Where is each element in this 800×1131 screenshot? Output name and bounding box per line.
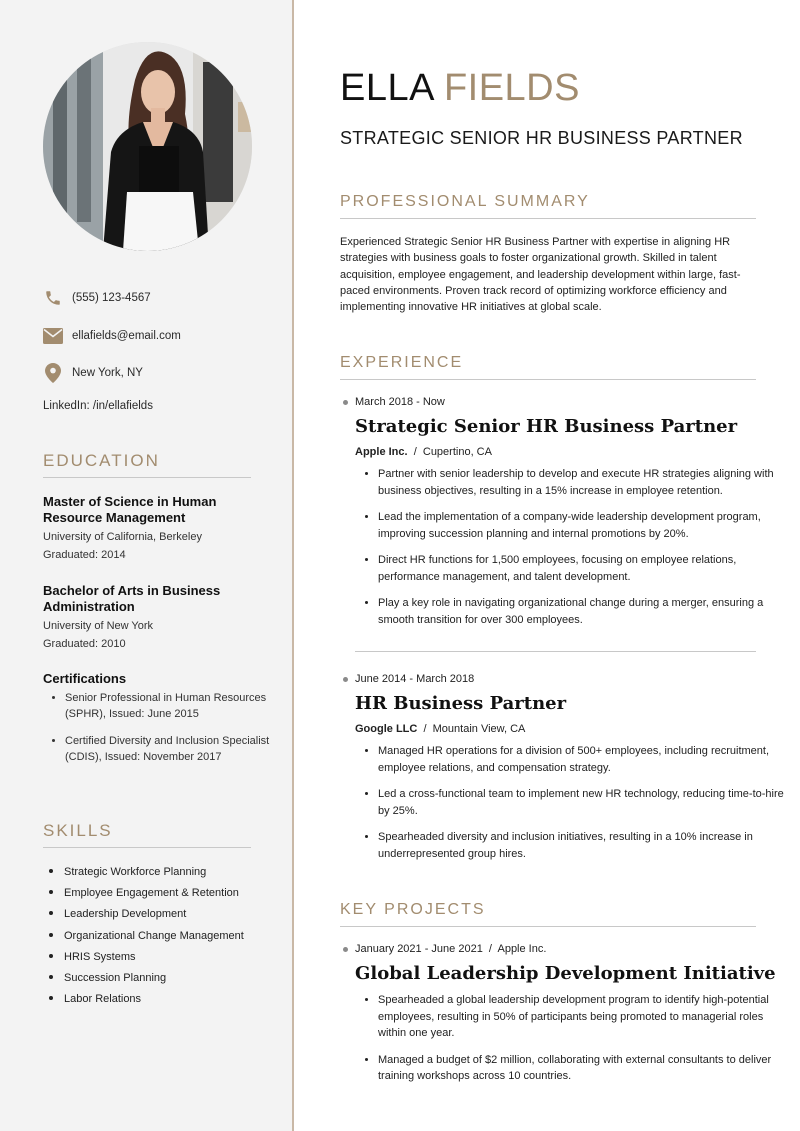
job-bullets [356,743,794,872]
job-dates [343,396,445,408]
profile-photo [43,42,252,251]
first-name: ELLA [340,67,433,109]
projects-heading: KEY PROJECTS [340,901,756,927]
skill-item: • Leadership Development [64,904,294,925]
project-bullet: • Managed a budget of $2 million, collaborating with external consultants to deliver training workshops across 10 countries. [378,1052,794,1085]
job-dates-text: March 2018 - Now [355,396,445,408]
location-pin-icon [43,363,63,383]
job-divider [355,651,756,652]
candidate-title: STRATEGIC SENIOR HR BUSINESS PARTNER [340,128,743,148]
location-text: New York, NY [72,367,143,379]
job-separator: / [423,723,427,735]
job-company-line [355,446,492,458]
job-company: Apple Inc. [355,446,408,458]
job-bullet: • Led a cross-functional team to implement new HR technology, reducing time-to-hire by 25%. [378,786,794,819]
timeline-dot [343,400,348,405]
project-bullets [356,992,794,1095]
linkedin-text[interactable]: LinkedIn: /in/ellafields [43,400,153,412]
education-heading: EDUCATION [43,451,251,478]
degree-title: Master of Science in Human Resource Management [43,494,217,525]
candidate-name [340,67,580,110]
project-dates-text: January 2021 - June 2021 / Apple Inc. [355,943,547,955]
summary-heading: PROFESSIONAL SUMMARY [340,193,756,219]
contact-location [43,363,143,383]
sidebar [0,0,294,1131]
email-text[interactable]: ellafields@email.com [72,330,181,342]
project-title: Global Leadership Development Initiative [355,963,776,984]
certifications-heading: Certifications [43,671,127,686]
degree-graduated: Graduated: 2010 [43,638,126,650]
phone-icon [43,288,63,308]
job-bullet: • Managed HR operations for a division of 500+ employees, including recruitment, employee relations, and compensation strategy. [378,743,794,776]
degree-school: University of New York [43,620,154,632]
skill-item: • Succession Planning [64,968,294,989]
skill-item: • Employee Engagement & Retention [64,883,294,904]
skill-item: • HRIS Systems [64,947,294,968]
job-bullet: • Spearheaded diversity and inclusion initiatives, resulting in a 10% increase in underrepresented group hires. [378,829,794,862]
job-title: HR Business Partner [355,693,567,714]
job-company: Google LLC [355,723,418,735]
skills-list [43,862,294,1010]
certification-item: • Senior Professional in Human Resources (SPHR), Issued: June 2015 [65,690,287,722]
last-name: FIELDS [443,67,580,109]
job-company-line [355,723,525,735]
timeline-dot [343,947,348,952]
job-separator: / [413,446,417,458]
summary-text: Experienced Strategic Senior HR Business Partner with expertise in aligning HR strategies with business goals to foster organizational growth. Skilled in talent acquisition, employee engagement, and leadership development within large, fast-paced environments. Proven track record of optimizing workforce efficiency and implementing innovative HR initiatives at global scale. [340,236,741,314]
job-dates [343,673,474,685]
degree-school: University of California, Berkeley [43,531,202,543]
profile-photo-image [43,42,252,251]
email-icon [43,326,63,346]
project-dates [343,943,546,955]
job-bullets [356,466,794,638]
certification-item: • Certified Diversity and Inclusion Specialist (CDIS), Issued: November 2017 [65,733,287,765]
certifications-list [43,690,287,776]
job-bullet: • Partner with senior leadership to develop and execute HR strategies aligning with business objectives, resulting in a 15% increase in employee retention. [378,466,794,499]
contact-phone [43,288,151,308]
skill-item: • Organizational Change Management [64,926,294,947]
experience-heading: EXPERIENCE [340,354,756,380]
job-bullet: • Lead the implementation of a company-wide leadership development program, improving succession planning and internal promotions by 20%. [378,509,794,542]
timeline-dot [343,677,348,682]
skill-item: • Strategic Workforce Planning [64,862,294,883]
job-bullet: • Direct HR functions for 1,500 employees, focusing on employee relations, performance management, and talent development. [378,552,794,585]
phone-text: (555) 123-4567 [72,292,151,304]
degree-graduated: Graduated: 2014 [43,549,126,561]
skills-heading: SKILLS [43,821,251,848]
job-title: Strategic Senior HR Business Partner [355,416,738,437]
job-location: Mountain View, CA [432,723,526,735]
contact-email [43,326,181,346]
job-location: Cupertino, CA [422,446,492,458]
job-dates-text: June 2014 - March 2018 [355,673,475,685]
project-bullet: • Spearheaded a global leadership development program to identify high-potential employees, resulting in 50% of participants being promoted to managerial roles within one year. [378,992,794,1042]
skill-item: • Labor Relations [64,989,294,1010]
degree-title: Bachelor of Arts in Business Administration [43,583,221,614]
job-bullet: • Play a key role in navigating organizational change during a merger, ensuring a smooth transition for over 300 employees. [378,595,794,628]
